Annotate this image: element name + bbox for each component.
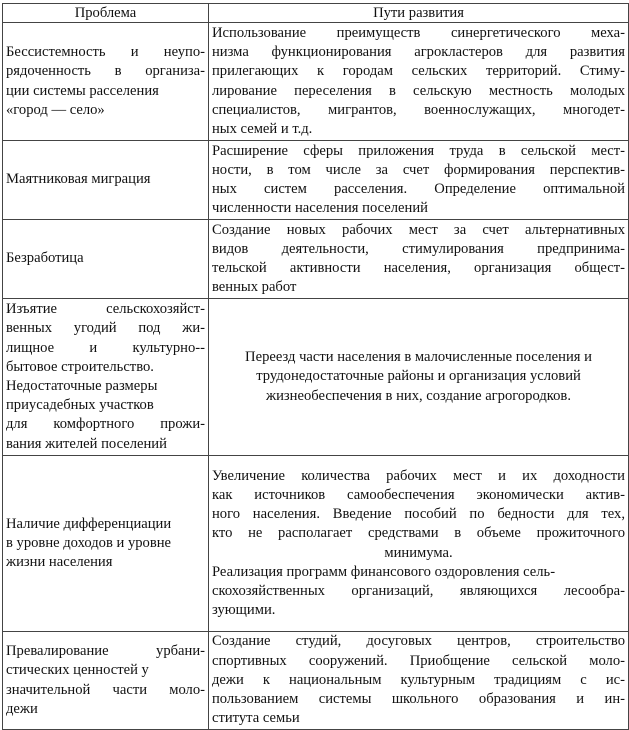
problem-line: приусадебных участков [6,397,154,414]
solution-line: ных систем расселения. Определение оптимальной [212,181,625,197]
problem-line: значительной части моло- [6,681,205,698]
solution-line: трудонедостаточные районы и организация условий [256,368,581,385]
solution-line: как источников самообеспечения экономически актив- [212,486,625,503]
solution-line: ного населения. Введение пособий по бедности для тех, [212,506,625,523]
solution-line: минимума. [384,544,453,561]
solution-line: ности, в том числе за счет формирования перспектив- [212,161,625,178]
problem-line: «город — село» [6,101,105,118]
solution-line: тельской активности населения, организация общест- [212,260,625,276]
solution-line: пользованием системы школьного образования и ин- [212,691,625,708]
problem-cell [3,141,209,220]
table-row [3,456,629,632]
solution-line: видов деятельности, стимулирования предпринима- [212,240,625,257]
header-solutions: Пути развития [209,4,629,23]
problem-line: Маятниковая миграция [6,171,151,188]
solution-line: дежи к национальным культурным традициям с ис- [212,671,625,688]
problem-line: венных угодий под жи- [6,320,205,337]
solution-line: лирование переселения в сельскую местность молодых [212,82,625,99]
problem-line: вания жителей поселений [6,435,167,452]
solution-line: Создание студий, досуговых центров, строительство [212,633,625,650]
solution-line: Расширение сферы приложения труда в сельской мест- [212,142,625,159]
header-row [3,4,629,23]
problem-cell [3,299,209,456]
solution-line: спортивных сооружений. Приобщение сельской моло- [212,652,625,669]
problem-line: ции системы расселения [6,82,159,99]
problem-cell [3,632,209,730]
solution-line: численности населения поселений [212,200,428,217]
solution-cell [209,299,629,456]
header-problem: Проблема [3,4,209,23]
problem-line: в уровне доходов и уровне [6,534,172,551]
solution-line: Увеличение количества рабочих мест и их доходности [212,467,625,484]
problem-cell [3,23,209,141]
solution-line: ных семей и т.д. [212,120,313,137]
solution-line: зующими. [212,602,276,619]
solution-line: скохозяйственных организаций, являющихся лесообра- [212,582,625,599]
problems-table [2,3,629,730]
problem-line: Превалирование урбани- [6,643,205,660]
problem-cell [3,220,209,299]
problem-line: Безработица [6,250,84,267]
problem-line: Бессистемность и неупо- [6,44,205,61]
solution-line: Использование преимуществ синергетического меха- [212,24,625,41]
solution-cell [209,632,629,730]
problem-line: для комфортного прожи- [6,416,205,433]
solution-line: венных работ [212,279,297,296]
solution-line: Переезд части населения в малочисленные поселения и [245,349,592,366]
solution-cell [209,220,629,299]
table-row [3,141,629,220]
problem-line: Наличие дифференциации [6,515,172,532]
problem-line: дежи [6,700,38,717]
solution-cell [209,456,629,632]
solution-line: Реализация программ финансового оздоровления сель- [212,563,556,580]
problem-cell [3,456,209,632]
table-row [3,632,629,730]
solution-cell [209,141,629,220]
problem-line: Недостаточные размеры [6,378,158,394]
problem-line: лищное и культурно-- [6,339,205,356]
solution-line: Создание новых рабочих мест за счет альтернативных [212,221,625,238]
problem-line: жизни населения [6,554,113,571]
table-row [3,23,629,141]
problem-line: Изъятие сельскохозяйст- [6,301,205,318]
problem-line: рядоченность в организа- [6,63,205,80]
solution-line: прилегающих к городам сельских территорий. Стиму- [212,63,625,80]
solution-cell [209,23,629,141]
problem-line: бытовое строительство. [6,358,154,375]
solution-line: специалистов, мигрантов, военнослужащих, многодет- [212,101,625,118]
solution-line: низма функционирования агрокластеров для развития [212,44,625,61]
solution-line: кто не располагает средствами в объеме прожиточного [212,525,625,542]
solution-line: жизнеобеспечения в них, создание агрогородков. [266,387,571,404]
table-row [3,299,629,456]
table-row [3,220,629,299]
problem-line: стических ценностей у [6,662,149,679]
solution-line: ститута семьи [212,710,300,727]
